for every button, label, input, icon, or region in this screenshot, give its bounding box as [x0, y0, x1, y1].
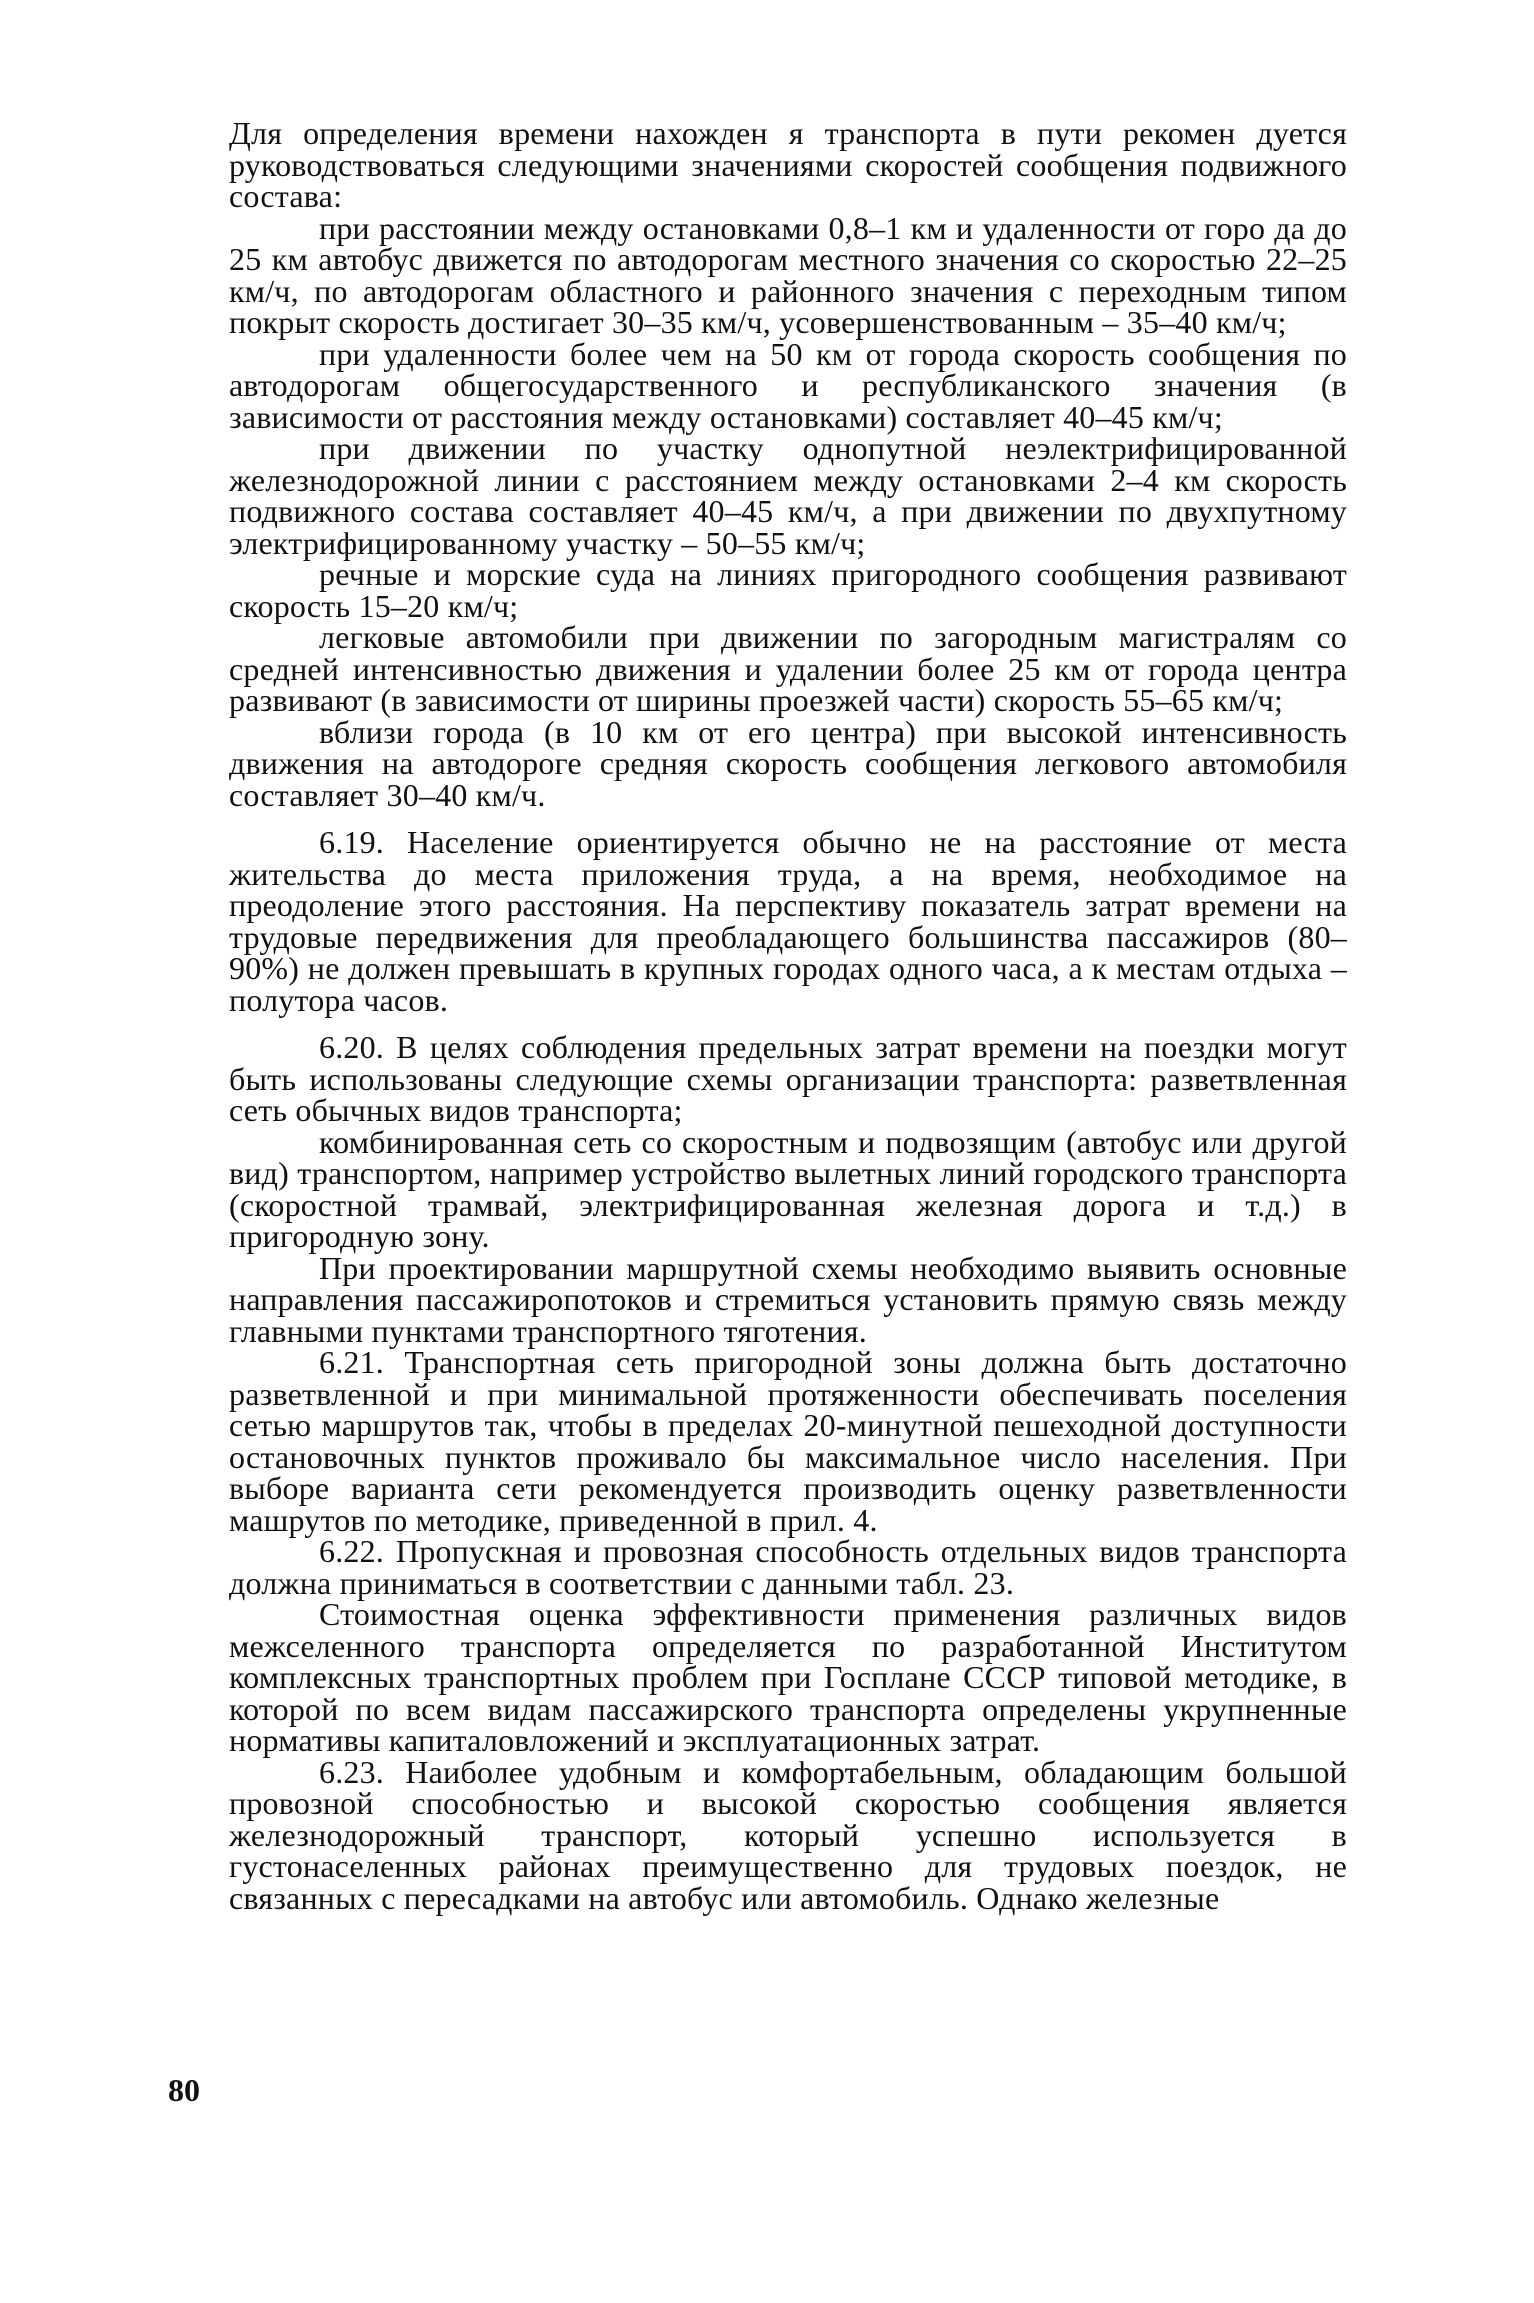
paragraph-city-speed: вблизи города (в 10 км от его центра) при высокой интенсивность движения на автодороге средняя скорость сообщения легкового автомобиля составляет 30–40 км/ч. [229, 713, 1347, 813]
paragraph-railway-speed: при движении по участку однопутной неэлектрифицированной железнодорожной линии с расстоянием между остановками 2–4 км скорость подвижного состава составляет 40–45 км/ч, а при движении по двухпутному электрифицированному участку – 50–55 км/ч; [229, 430, 1347, 561]
paragraph-intro: Для определения времени нахожден я транспорта в пути рекомен дуется руководствоваться следующими значениями скоростей сообщения подвижного состава: [229, 115, 1347, 214]
paragraph-section-6-23: 6.23. Наиболее удобным и комфортабельным, обладающим большой провозной способностью и высокой скоростью сообщения является железнодорожный транспорт, который успешно используется в густонаселенных районах преимущественно для трудовых поездок, не связанных с пересадками на автобус или автомобиль. Однако железные [229, 1753, 1347, 1916]
paragraph-combined-network: комбинированная сеть со скоростным и подвозящим (автобус или другой вид) транспортом, например устройство вылетных линий городского транспорта (скоростной трамвай, электрифицированная железная дорога и т.д.) в пригородную зону. [229, 1123, 1347, 1254]
paragraph-distance-speed: при удаленности более чем на 50 км от города скорость сообщения по автодорогам общегосударственного и республиканского значения (в зависимости от расстояния между остановками) составляет 40–45 км/ч; [229, 335, 1347, 435]
paragraph-section-6-19: 6.19. Население ориентируется обычно не на расстояние от места жительства до места приложения труда, а на время, необходимое на преодоление этого расстояния. На перспективу показатель затрат времени на трудовые передвижения для преобладающего большинства пассажиров (80–90%) не должен превышать в крупных городах одного часа, а к местам отдыха – полутора часов. [229, 824, 1347, 1018]
paragraph-route-design: При проектировании маршрутной схемы необходимо выявить основные направления пассажиропотоков и стремиться установить прямую связь между главными пунктами транспортного тяготения. [229, 1249, 1347, 1349]
paragraph-section-6-20: 6.20. В целях соблюдения предельных затрат времени на поездки могут быть использованы следующие схемы организации транспорта: разветвленная сеть обычных видов транспорта; [229, 1029, 1347, 1128]
paragraph-cost-evaluation: Стоимостная оценка эффективности применения различных видов межселенного транспорта определяется по разработанной Институтом комплексных транспортных проблем при Госплане СССР типовой методике, в которой по всем видам пассажирского транспорта определены укрупненные нормативы капиталовложений и эксплуатационных затрат. [229, 1596, 1347, 1758]
paragraph-car-speed: легковые автомобили при движении по загородным магистралям со средней интенсивностью движения и удалении более 25 км от города центра развивают (в зависимости от ширины проезжей части) скорость 55–65 км/ч; [229, 619, 1347, 718]
document-page [229, 115, 1347, 1916]
page-number: 80 [168, 2072, 200, 2108]
paragraph-ship-speed: речные и морские суда на линиях пригородного сообщения развивают скорость 15–20 км/ч; [229, 556, 1347, 624]
paragraph-bus-speed: при расстоянии между остановками 0,8–1 км и удаленности от горо да до 25 км автобус движется по автодорогам местного значения со скоростью 22–25 км/ч, по автодорогам областного и районного значения с переходным типом покрыт скорость достигает 30–35 км/ч, усовершенствованным – 35–40 км/ч; [229, 209, 1347, 340]
paragraph-section-6-22: 6.22. Пропускная и провозная способность отдельных видов транспорта должна приниматься в соответствии с данными табл. 23. [229, 1533, 1347, 1601]
paragraph-section-6-21: 6.21. Транспортная сеть пригородной зоны должна быть достаточно разветвленной и при минимальной протяженности обеспечивать поселения сетью маршрутов так, чтобы в пределах 20-минутной пешеходной доступности остановочных пунктов проживало бы максимальное число населения. При выборе варианта сети рекомендуется производить оценку разветвленности машрутов по методике, приведенной в прил. 4. [229, 1344, 1347, 1538]
